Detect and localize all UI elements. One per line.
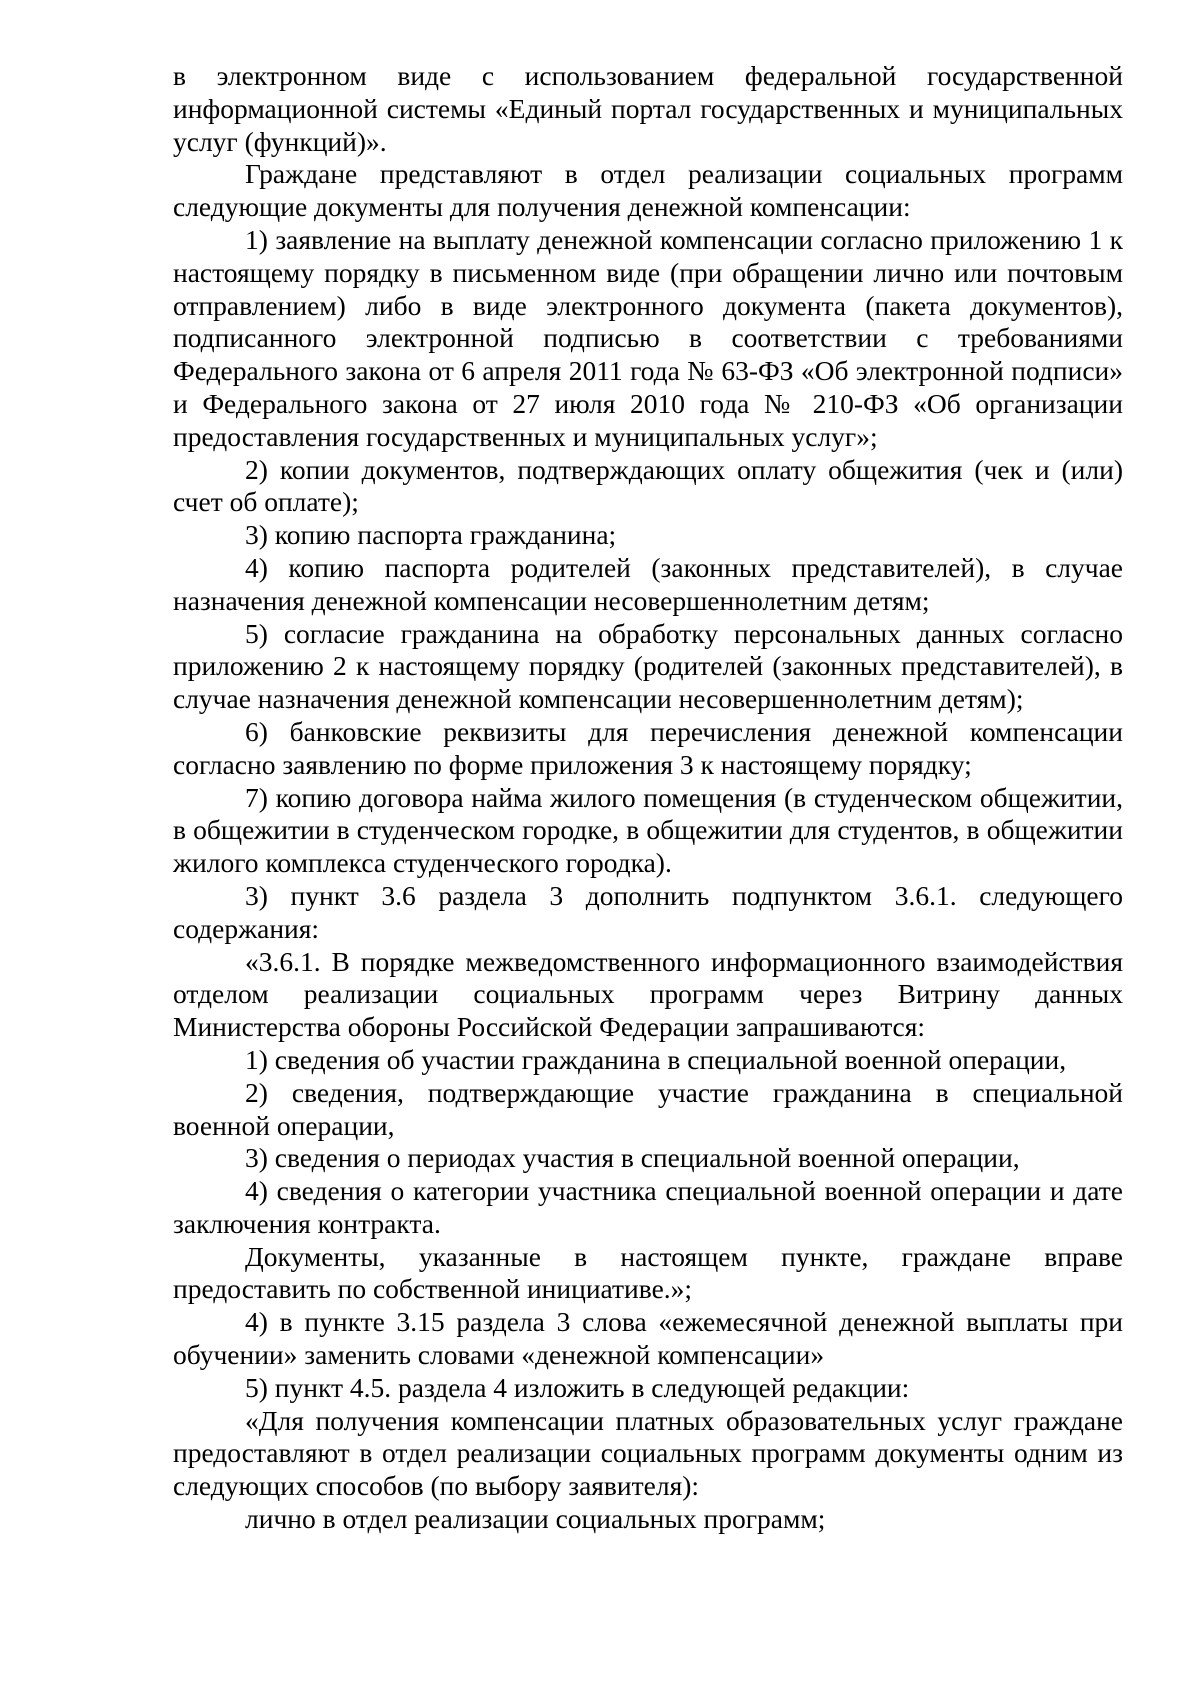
paragraph: 4) в пункте 3.15 раздела 3 слова «ежемесячной денежной выплаты при обучении» заменить словами «денежной компенсации» [173, 1306, 1123, 1371]
list-item: 4) копию паспорта родителей (законных представителей), в случае назначения денежной компенсации несовершеннолетним детям; [173, 551, 1123, 616]
paragraph: 3) пункт 3.6 раздела 3 дополнить подпунктом 3.6.1. следующего содержания: [173, 879, 1123, 944]
document-body [173, 60, 1123, 1536]
list-item: 4) сведения о категории участника специальной военной операции и дате заключения контракта. [173, 1175, 1123, 1239]
paragraph: «3.6.1. В порядке межведомственного информационного взаимодействия отделом реализации социальных программ через Витрину данных Министерства обороны Российской Федерации запрашиваются: [173, 945, 1123, 1043]
paragraph: Документы, указанные в настоящем пункте, граждане вправе предоставить по собственной инициативе.»; [173, 1240, 1123, 1305]
list-item: 3) сведения о периодах участия в специальной военной операции, [245, 1142, 1020, 1174]
list-item: 2) сведения, подтверждающие участие гражданина в специальной военной операции, [173, 1076, 1123, 1141]
list-item: 5) согласие гражданина на обработку персональных данных согласно приложению 2 к настоящему порядку (родителей (законных представителей), в случае назначения денежной компенсации несовершеннолетним детям); [173, 617, 1123, 715]
paragraph: в электронном виде с использованием федеральной государственной информационной системы «Единый портал государственных и муниципальных услуг (функций)». [173, 60, 1123, 157]
paragraph: «Для получения компенсации платных образовательных услуг граждане предоставляют в отдел реализации социальных программ документы одним из следующих способов (по выбору заявителя): [173, 1404, 1123, 1502]
list-item: 7) копию договора найма жилого помещения (в студенческом общежитии, в общежитии в студенческом городке, в общежитии для студентов, в общежитии жилого комплекса студенческого городка). [173, 781, 1123, 879]
paragraph: лично в отдел реализации социальных программ; [245, 1503, 826, 1535]
paragraph: 5) пункт 4.5. раздела 4 изложить в следующей редакции: [245, 1371, 910, 1403]
list-item: 1) заявление на выплату денежной компенсации согласно приложению 1 к настоящему порядку в письменном виде (при обращении лично или почтовым отправлением) либо в виде электронного документа (пакета документов), подписанного электронной подписью в соответствии с требованиями Федерального закона от 6 апреля 2011 года № 63-ФЗ «Об электронной подписи» и Федерального закона от 27 июля 2010 года № 210-ФЗ «Об организации предоставления государственных и муниципальных услуг»; [173, 223, 1123, 452]
list-item: 1) сведения об участии гражданина в специальной военной операции, [245, 1043, 1067, 1075]
list-item: 3) копию паспорта гражданина; [245, 519, 617, 551]
paragraph: Граждане представляют в отдел реализации социальных программ следующие документы для получения денежной компенсации: [173, 158, 1123, 223]
list-item: 2) копии документов, подтверждающих оплату общежития (чек и (или) счет об оплате); [173, 453, 1123, 518]
list-item: 6) банковские реквизиты для перечисления денежной компенсации согласно заявлению по форме приложения 3 к настоящему порядку; [173, 715, 1123, 780]
